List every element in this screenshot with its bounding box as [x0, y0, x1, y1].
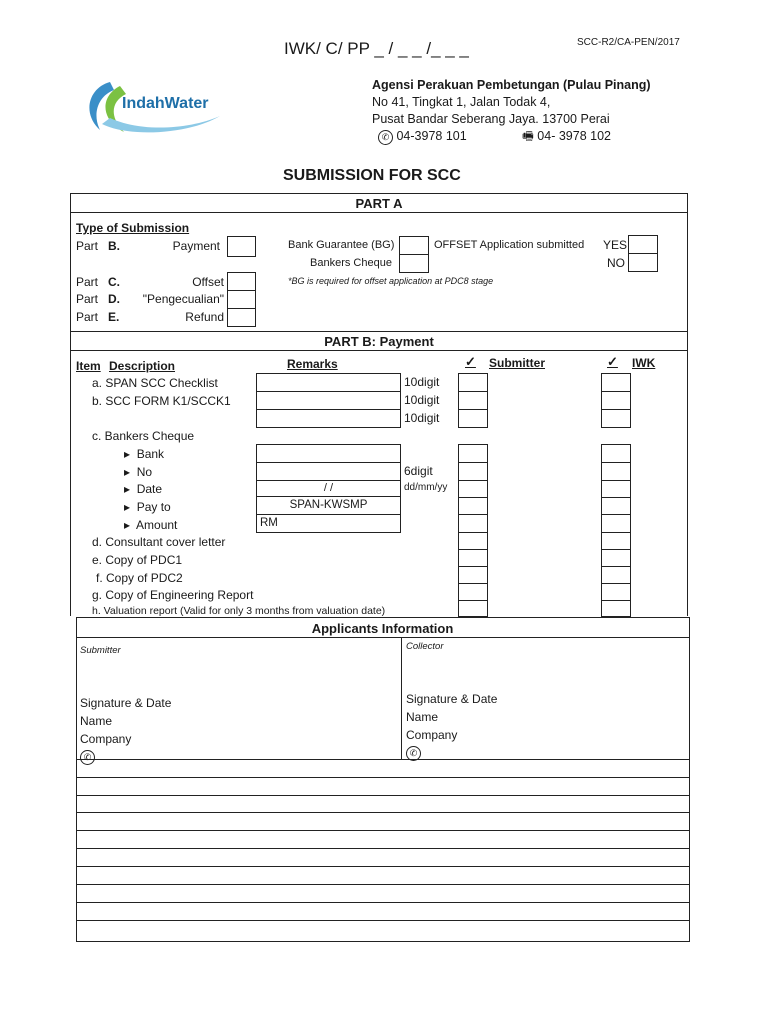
refund-checkbox[interactable]	[227, 308, 256, 327]
part-b-prefix: Part	[76, 239, 99, 253]
phone-icon: ✆	[378, 130, 393, 145]
offset-application-label: OFFSET Application submitted	[434, 239, 585, 251]
no-label: NO	[607, 256, 625, 270]
remarks-column-header: Remarks	[287, 357, 338, 371]
digits-hint-2: 10digit	[404, 393, 440, 407]
digits-hint-3: 10digit	[404, 411, 440, 425]
item-e-label: e. Copy of PDC1	[92, 553, 183, 567]
phone-number: 04-3978 101	[396, 129, 467, 143]
submitter-column-header: Submitter	[489, 356, 546, 370]
pay-to-value: SPAN-KWSMP	[289, 499, 368, 511]
date-format-hint: dd/mm/yy	[404, 482, 448, 493]
item-a-label: a. SPAN SCC Checklist	[92, 376, 218, 390]
offset-no-checkbox[interactable]	[628, 253, 658, 272]
address-line-2: Pusat Bandar Seberang Jaya. 13700 Perai	[372, 112, 610, 126]
iwk-check-column[interactable]	[601, 444, 631, 617]
iwk-check-b[interactable]	[601, 391, 631, 410]
item-f-label: f. Copy of PDC2	[96, 571, 183, 585]
form-code: SCC-R2/CA-PEN/2017	[577, 37, 680, 48]
collector-phone-icon: ✆	[406, 745, 421, 761]
date-separators: / /	[323, 482, 334, 494]
collector-signature-label[interactable]: Signature & Date	[406, 692, 498, 706]
iwk-check-icon: ✓	[607, 354, 618, 369]
pay-to-field[interactable]	[256, 496, 401, 515]
yes-label: YES	[603, 238, 628, 252]
reference-number-line: IWK/ C/ PP _ / _ _ /_ _ _	[284, 39, 469, 58]
submitter-label: Submitter	[80, 645, 121, 656]
remarks-b-field[interactable]	[256, 391, 401, 410]
submitter-company-label[interactable]: Company	[80, 732, 132, 746]
cheque-no-field[interactable]	[256, 462, 401, 481]
part-d-code: D.	[108, 292, 120, 306]
item-h-label: h. Valuation report (Valid for only 3 months from valuation date)	[92, 605, 386, 617]
offset-checkbox[interactable]	[227, 272, 256, 291]
submitter-check-icon: ✓	[465, 354, 476, 369]
fax-line	[522, 130, 611, 143]
part-e-prefix: Part	[76, 310, 99, 324]
part-c-code: C.	[108, 275, 120, 289]
cheque-no-digits-hint: 6digit	[404, 464, 433, 478]
indah-water-logo	[80, 74, 230, 138]
item-c-label: c. Bankers Cheque	[92, 429, 195, 443]
part-c-prefix: Part	[76, 275, 99, 289]
part-c-label: Offset	[192, 275, 224, 289]
type-of-submission-label: Type of Submission	[76, 221, 190, 235]
part-a-heading: PART A	[355, 196, 403, 211]
part-b-label: Payment	[172, 239, 220, 253]
bankers-cheque-checkbox[interactable]	[399, 254, 429, 273]
collector-label: Collector	[406, 641, 444, 652]
bg-note: *BG is required for offset application at PDC8 stage	[288, 276, 494, 286]
iwk-check-b2[interactable]	[601, 409, 631, 428]
item-c-amount-label: ▸ Amount	[124, 518, 178, 532]
collector-company-label[interactable]: Company	[406, 728, 458, 742]
amount-field[interactable]	[256, 514, 401, 533]
part-b-code: B.	[108, 239, 120, 253]
part-b-heading: PART B: Payment	[324, 334, 434, 349]
fax-number: 04- 3978 102	[537, 129, 611, 143]
item-c-date-label: ▸ Date	[124, 482, 163, 496]
part-d-label: "Pengecualian"	[142, 292, 224, 306]
description-column-header: Description	[109, 359, 176, 373]
applicants-heading: Applicants Information	[311, 621, 454, 636]
form-title: SUBMISSION FOR SCC	[283, 167, 461, 184]
bank-field[interactable]	[256, 444, 401, 463]
item-g-label: g. Copy of Engineering Report	[92, 588, 254, 602]
amount-currency: RM	[260, 517, 278, 529]
part-e-code: E.	[108, 310, 120, 324]
cheque-date-field[interactable]	[256, 480, 401, 497]
address-line-1: No 41, Tingkat 1, Jalan Todak 4,	[372, 95, 551, 109]
phone-line	[378, 130, 467, 145]
remarks-b2-field[interactable]	[256, 409, 401, 428]
part-d-prefix: Part	[76, 292, 99, 306]
bankers-cheque-label: Bankers Cheque	[310, 257, 392, 269]
digits-hint-1: 10digit	[404, 375, 440, 389]
part-e-label: Refund	[185, 310, 224, 324]
submitter-signature-label[interactable]: Signature & Date	[80, 696, 172, 710]
item-d-label: d. Consultant cover letter	[92, 535, 226, 549]
item-c-bank-label: ▸ Bank	[124, 447, 165, 461]
item-column-header: Item	[76, 359, 101, 373]
submitter-name-label[interactable]: Name	[80, 714, 113, 728]
iwk-check-a[interactable]	[601, 373, 631, 392]
bank-guarantee-checkbox[interactable]	[399, 236, 429, 255]
item-c-no-label: ▸ No	[124, 465, 153, 479]
submitter-phone-icon: ✆	[80, 749, 95, 765]
agency-name: Agensi Perakuan Pembetungan (Pulau Pinang)	[372, 78, 651, 92]
submitter-check-column[interactable]	[458, 444, 488, 617]
remarks-a-field[interactable]	[256, 373, 401, 392]
iwk-column-header: IWK	[632, 356, 656, 370]
collector-name-label[interactable]: Name	[406, 710, 439, 724]
pengecualian-checkbox[interactable]	[227, 290, 256, 309]
offset-yes-checkbox[interactable]	[628, 235, 658, 254]
logo-wordmark: IndahWater	[122, 95, 209, 112]
submitter-check-b2[interactable]	[458, 409, 488, 428]
payment-checkbox[interactable]	[227, 236, 256, 257]
item-c-payto-label: ▸ Pay to	[124, 500, 171, 514]
fax-icon: 🖷	[522, 129, 534, 143]
item-b-label: b. SCC FORM K1/SCCK1	[92, 394, 231, 408]
bank-guarantee-label: Bank Guarantee (BG)	[288, 239, 395, 251]
submitter-check-b[interactable]	[458, 391, 488, 410]
submitter-check-a[interactable]	[458, 373, 488, 392]
